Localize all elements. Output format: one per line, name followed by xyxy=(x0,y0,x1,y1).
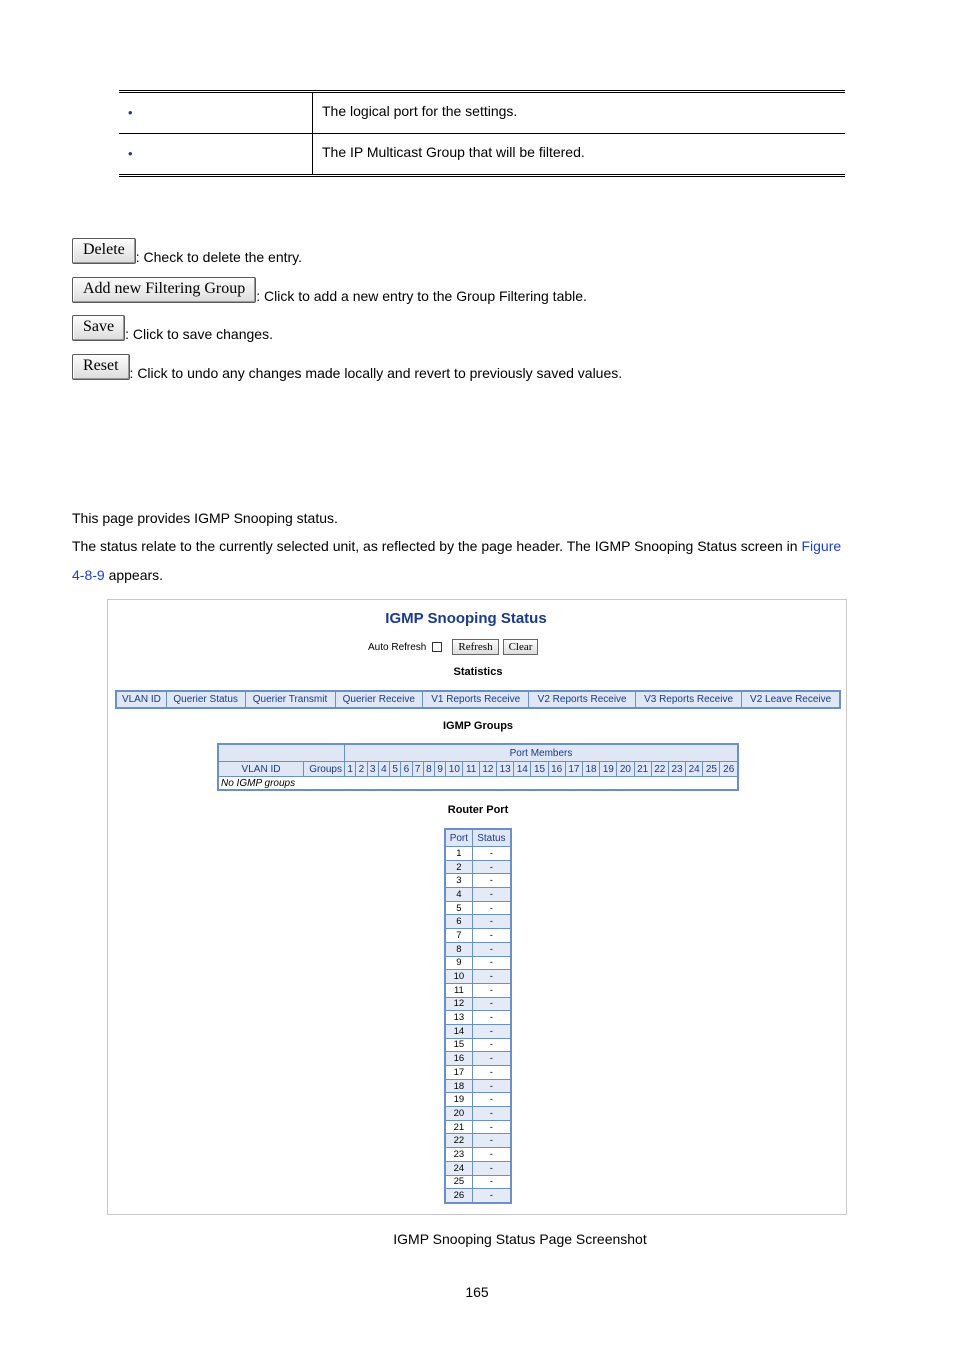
table-row xyxy=(445,956,511,970)
router-port-status: - xyxy=(472,860,511,874)
table-row xyxy=(445,888,511,902)
router-port-status: - xyxy=(472,1038,511,1052)
router-port-number: 9 xyxy=(445,956,472,970)
router-port-number: 26 xyxy=(445,1189,472,1203)
refresh-button[interactable]: Refresh xyxy=(452,639,498,655)
table-row xyxy=(445,1161,511,1175)
router-port-number: 4 xyxy=(445,888,472,902)
table-row xyxy=(445,1134,511,1148)
router-port-number: 19 xyxy=(445,1093,472,1107)
port-number-header: 12 xyxy=(479,762,496,777)
table-row xyxy=(445,860,511,874)
auto-refresh-label: Auto Refresh xyxy=(368,641,427,653)
port-number-header: 15 xyxy=(531,762,548,777)
router-port-status: - xyxy=(472,1120,511,1134)
vlan-id-header: VLAN ID xyxy=(218,762,304,777)
parameter-table xyxy=(119,90,845,177)
no-groups-text: No IGMP groups xyxy=(218,777,738,791)
button-description-text: : Click to add a new entry to the Group Filtering table. xyxy=(256,288,587,304)
port-number-header: 22 xyxy=(651,762,668,777)
table-row xyxy=(445,874,511,888)
router-port-number: 22 xyxy=(445,1134,472,1148)
port-number-header: 2 xyxy=(356,762,367,777)
groups-header: Groups xyxy=(304,762,345,777)
router-port-status: - xyxy=(472,1161,511,1175)
igmp-groups-heading: IGMP Groups xyxy=(442,720,514,732)
router-port-number: 1 xyxy=(445,847,472,861)
table-row xyxy=(445,1093,511,1107)
parameter-row xyxy=(119,93,845,134)
figure-link[interactable]: 4-8-9 xyxy=(72,567,105,583)
router-port-table xyxy=(444,828,512,1204)
table-row xyxy=(445,1038,511,1052)
port-number-header: 13 xyxy=(497,762,514,777)
table-row xyxy=(445,970,511,984)
router-port-status: - xyxy=(472,888,511,902)
router-port-number: 6 xyxy=(445,915,472,929)
table-row xyxy=(218,777,738,791)
table-row xyxy=(445,1175,511,1189)
port-number-header: 14 xyxy=(514,762,531,777)
clear-button[interactable]: Clear xyxy=(503,639,539,655)
router-port-number: 23 xyxy=(445,1148,472,1162)
router-port-status: - xyxy=(472,1024,511,1038)
router-port-status: - xyxy=(472,1066,511,1080)
router-port-number: 2 xyxy=(445,860,472,874)
delete-button[interactable]: Delete xyxy=(72,238,136,264)
port-number-header: 17 xyxy=(565,762,582,777)
router-port-number: 15 xyxy=(445,1038,472,1052)
column-header: VLAN ID xyxy=(116,691,166,708)
table-row xyxy=(445,1107,511,1121)
table-row xyxy=(445,847,511,861)
router-port-number: 11 xyxy=(445,983,472,997)
router-port-status: - xyxy=(472,915,511,929)
router-port-status: - xyxy=(472,929,511,943)
port-number-header: 20 xyxy=(617,762,634,777)
router-port-rows xyxy=(445,847,511,1203)
router-port-number: 13 xyxy=(445,1011,472,1025)
port-number-header: 7 xyxy=(412,762,423,777)
table-row xyxy=(445,1189,511,1203)
table-header-row xyxy=(218,744,738,762)
table-row xyxy=(445,983,511,997)
router-port-status: - xyxy=(472,1093,511,1107)
bullet-icon: • xyxy=(128,105,133,120)
table-row xyxy=(445,997,511,1011)
router-port-status: - xyxy=(472,970,511,984)
igmp-groups-table xyxy=(217,743,739,791)
table-header-row xyxy=(116,691,840,708)
port-number-header: 26 xyxy=(720,762,738,777)
router-port-number: 3 xyxy=(445,874,472,888)
router-port-status: - xyxy=(472,901,511,915)
intro-line-1: This page provides IGMP Snooping status. xyxy=(72,510,338,526)
table-row xyxy=(445,901,511,915)
screenshot-frame xyxy=(107,599,847,1215)
router-port-number: 21 xyxy=(445,1120,472,1134)
intro-line-2: The status relate to the currently selected unit, as reflected by the page header. The IGMP Snooping Status screen in Figure xyxy=(72,538,842,554)
figure-link[interactable]: Figure xyxy=(801,538,842,554)
router-port-heading: Router Port xyxy=(447,804,509,816)
router-port-status: - xyxy=(472,1134,511,1148)
column-header: Querier Receive xyxy=(335,691,423,708)
table-row xyxy=(445,1079,511,1093)
table-row xyxy=(445,1120,511,1134)
intro-line-3: 4-8-9 appears. xyxy=(72,567,164,583)
parameter-description: The logical port for the settings. xyxy=(322,103,518,119)
button-description-delete xyxy=(72,238,302,264)
table-row xyxy=(445,1066,511,1080)
table-row xyxy=(445,1011,511,1025)
table-row xyxy=(445,1024,511,1038)
router-port-number: 16 xyxy=(445,1052,472,1066)
page-title: IGMP Snooping Status xyxy=(385,610,547,627)
router-port-status: - xyxy=(472,1052,511,1066)
table-row xyxy=(445,1052,511,1066)
router-port-number: 18 xyxy=(445,1079,472,1093)
add-filtering-group-button[interactable]: Add new Filtering Group xyxy=(72,277,256,303)
reset-button[interactable]: Reset xyxy=(72,354,130,380)
port-number-header: 10 xyxy=(446,762,463,777)
router-port-status: - xyxy=(472,847,511,861)
statistics-heading: Statistics xyxy=(453,666,503,678)
column-header: V1 Reports Receive xyxy=(423,691,529,708)
router-port-number: 12 xyxy=(445,997,472,1011)
port-number-header: 5 xyxy=(390,762,401,777)
table-row xyxy=(445,915,511,929)
router-port-status: - xyxy=(472,942,511,956)
port-number-header: 6 xyxy=(401,762,412,777)
column-header: Port xyxy=(445,829,472,847)
port-number-header: 18 xyxy=(582,762,599,777)
router-port-number: 17 xyxy=(445,1066,472,1080)
parameter-description: The IP Multicast Group that will be filtered. xyxy=(322,144,585,160)
router-port-number: 5 xyxy=(445,901,472,915)
router-port-status: - xyxy=(472,1148,511,1162)
router-port-number: 10 xyxy=(445,970,472,984)
router-port-status: - xyxy=(472,1011,511,1025)
router-port-number: 24 xyxy=(445,1161,472,1175)
router-port-status: - xyxy=(472,1189,511,1203)
router-port-number: 8 xyxy=(445,942,472,956)
column-header: Status xyxy=(472,829,511,847)
router-port-status: - xyxy=(472,983,511,997)
port-number-header: 16 xyxy=(548,762,565,777)
table-header-row xyxy=(445,829,511,847)
port-number-header: 11 xyxy=(463,762,479,777)
port-number-header: 3 xyxy=(367,762,378,777)
router-port-status: - xyxy=(472,1079,511,1093)
button-description-save xyxy=(72,315,273,341)
router-port-status: - xyxy=(472,874,511,888)
parameter-row xyxy=(119,134,845,174)
save-button[interactable]: Save xyxy=(72,315,125,341)
table-row xyxy=(445,929,511,943)
figure-caption: IGMP Snooping Status Page Screenshot xyxy=(393,1231,647,1247)
button-description-text: : Click to save changes. xyxy=(125,326,273,342)
button-description-text: : Click to undo any changes made locally and revert to previously saved values. xyxy=(129,365,623,381)
button-description-add xyxy=(72,277,587,303)
button-description-reset xyxy=(72,354,622,380)
port-number-header: 21 xyxy=(634,762,651,777)
column-header: V3 Reports Receive xyxy=(635,691,741,708)
statistics-table xyxy=(115,690,841,709)
router-port-number: 14 xyxy=(445,1024,472,1038)
port-number-header: 19 xyxy=(600,762,617,777)
port-number-header: 4 xyxy=(378,762,389,777)
column-header: Querier Transmit xyxy=(245,691,335,708)
router-port-status: - xyxy=(472,997,511,1011)
auto-refresh-checkbox[interactable] xyxy=(432,642,442,652)
port-number-header: 8 xyxy=(423,762,434,777)
router-port-number: 25 xyxy=(445,1175,472,1189)
table-header-row xyxy=(218,762,738,777)
router-port-number: 20 xyxy=(445,1107,472,1121)
port-number-header: 1 xyxy=(345,762,356,777)
router-port-status: - xyxy=(472,1107,511,1121)
router-port-status: - xyxy=(472,1175,511,1189)
column-header: V2 Reports Receive xyxy=(529,691,635,708)
port-number-header: 23 xyxy=(668,762,685,777)
column-header: V2 Leave Receive xyxy=(742,691,840,708)
port-number-header: 25 xyxy=(703,762,720,777)
column-header: Querier Status xyxy=(166,691,245,708)
bullet-icon: • xyxy=(128,146,133,161)
router-port-status: - xyxy=(472,956,511,970)
port-number-header: 24 xyxy=(686,762,703,777)
page-number: 165 xyxy=(465,1284,489,1300)
table-row xyxy=(445,1148,511,1162)
button-description-text: : Check to delete the entry. xyxy=(135,249,303,265)
refresh-controls xyxy=(368,639,538,655)
port-number-header: 9 xyxy=(435,762,446,777)
router-port-number: 7 xyxy=(445,929,472,943)
port-members-header: Port Members xyxy=(345,744,739,762)
table-row xyxy=(445,942,511,956)
